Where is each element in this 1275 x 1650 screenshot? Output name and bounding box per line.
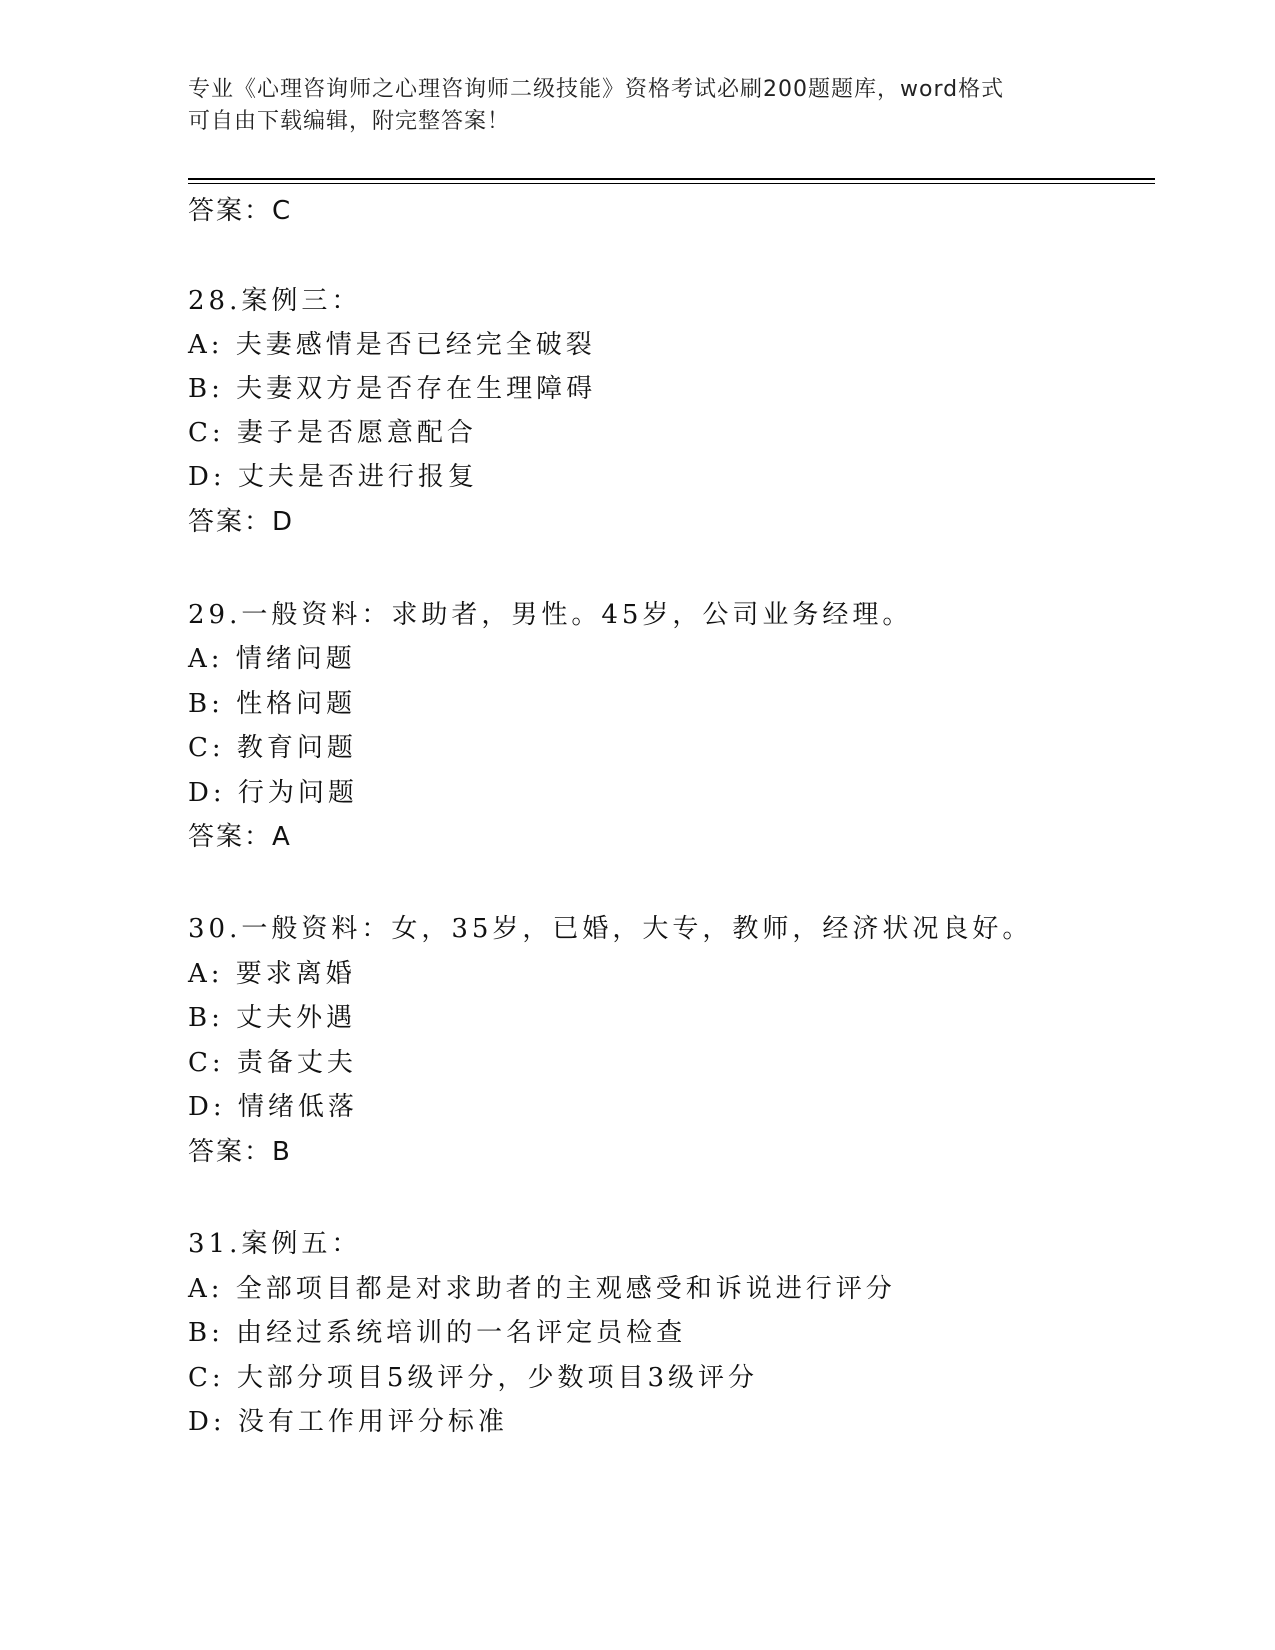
question-30-option-a: A: 要求离婚 <box>188 959 356 989</box>
question-30-answer: 答案：B <box>188 1137 292 1167</box>
question-29-stem: 29.一般资料：求助者，男性。45岁，公司业务经理。 <box>188 600 913 630</box>
question-30-option-c: C: 责备丈夫 <box>188 1048 357 1078</box>
question-31-option-a: A: 全部项目都是对求助者的主观感受和诉说进行评分 <box>188 1274 896 1304</box>
header-divider-thick <box>188 178 1155 180</box>
question-28-answer: 答案：D <box>188 507 295 537</box>
document-header <box>188 74 1088 138</box>
header-divider-thin <box>188 183 1155 184</box>
question-28-option-a: A: 夫妻感情是否已经完全破裂 <box>188 330 596 360</box>
question-28-stem: 28.案例三： <box>188 286 362 316</box>
question-29-answer: 答案：A <box>188 822 292 852</box>
question-29-option-b: B: 性格问题 <box>188 689 357 719</box>
header-line-2: 可自由下载编辑，附完整答案！ <box>188 109 511 134</box>
question-30-stem: 30.一般资料：女，35岁，已婚，大专，教师，经济状况良好。 <box>188 914 1033 944</box>
answer-prev: 答案：C <box>188 196 293 226</box>
question-30-option-b: B: 丈夫外遇 <box>188 1003 357 1033</box>
question-30-option-d: D: 情绪低落 <box>188 1092 358 1122</box>
header-line-1: 专业《心理咨询师之心理咨询师二级技能》资格考试必刷200题题库，word格式 <box>188 77 1005 102</box>
question-29-option-d: D: 行为问题 <box>188 778 358 808</box>
question-28-option-b: B: 夫妻双方是否存在生理障碍 <box>188 374 597 404</box>
question-28-option-d: D: 丈夫是否进行报复 <box>188 462 478 492</box>
question-28-option-c: C: 妻子是否愿意配合 <box>188 418 477 448</box>
question-29-option-a: A: 情绪问题 <box>188 644 356 674</box>
question-31-option-d: D: 没有工作用评分标准 <box>188 1407 508 1437</box>
question-31-option-c: C: 大部分项目5级评分，少数项目3级评分 <box>188 1363 759 1393</box>
question-29-option-c: C: 教育问题 <box>188 733 357 763</box>
question-31-stem: 31.案例五： <box>188 1229 362 1259</box>
question-31-option-b: B: 由经过系统培训的一名评定员检查 <box>188 1318 687 1348</box>
